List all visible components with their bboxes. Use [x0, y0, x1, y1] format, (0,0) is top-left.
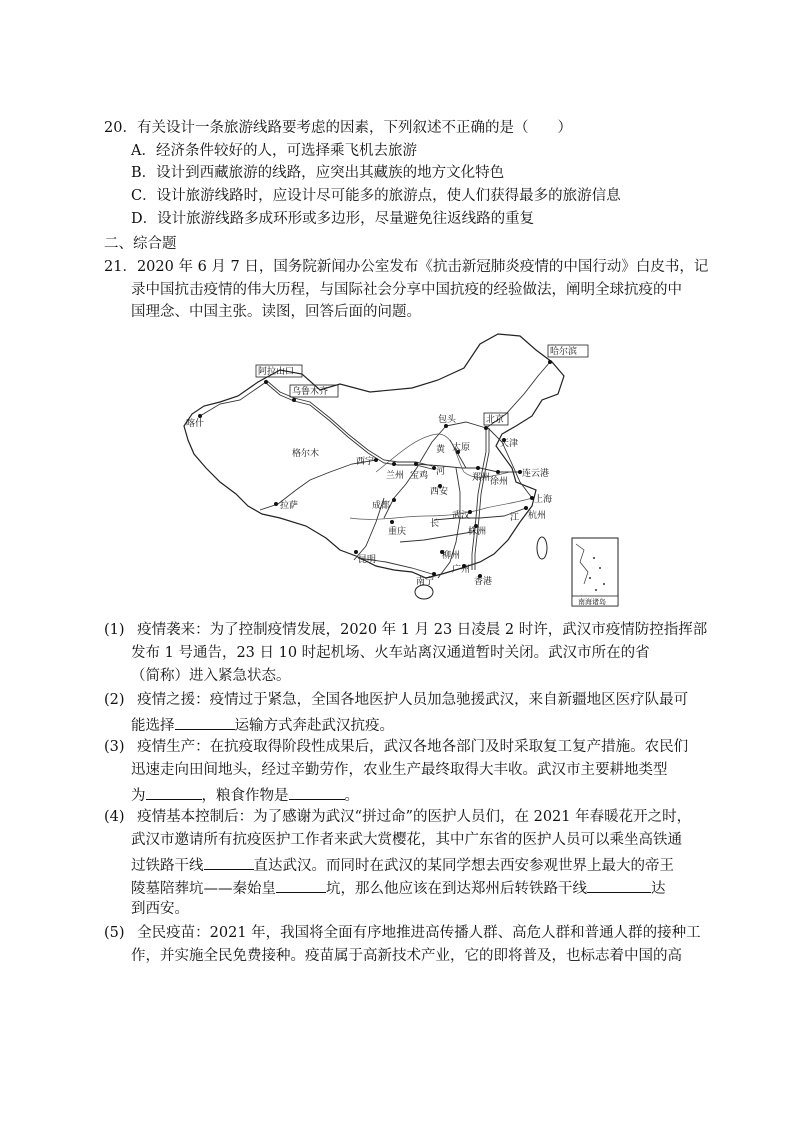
section-title: 二、综合题 [104, 236, 177, 252]
city-dot [354, 550, 358, 554]
city-label: 天津 [500, 439, 519, 449]
sub1-line: 发布 1 号通告，23 日 10 时起机场、火车站离汉通道暂时关闭。武汉市所在的省 [131, 645, 650, 661]
q21-intro-line: 国理念、中国主张。读图，回答后面的问题。 [131, 304, 421, 320]
sub4-text: 直达武汉。而同时在武汉的某同学想去西安参观世界上最大的帝王 [253, 858, 674, 874]
city-label: 连云港 [522, 469, 550, 479]
sub4-text: 陵墓陪葬坑——秦始皇 [131, 881, 276, 897]
railway-jingguang-2 [475, 428, 489, 570]
answer-blank[interactable] [204, 853, 254, 870]
sub2-line [131, 713, 394, 736]
sub5-label: (5) [104, 925, 125, 941]
q20-option-c: C．设计旅游线路时，应设计尽可能多的旅游点，使人们获得最多的旅游信息 [131, 188, 621, 204]
sub3-text: 为 [131, 788, 146, 804]
railway-xiangqian [400, 532, 472, 542]
city-dot [484, 426, 488, 430]
sub3-line: 迅速走向田间地头，经过辛勤劳作，农业生产最终取得大丰收。武汉市主要耕地类型 [131, 762, 668, 778]
sub1-line: 疫情袭来：为了控制疫情发展，2020 年 1 月 23 日凌晨 2 时许，武汉市疫情防控指挥部 [137, 622, 708, 638]
sub4-line: 武汉市邀请所有抗疫医护工作者来武大赏樱花，其中广东省的医护人员可以乘坐高铁通 [131, 832, 682, 848]
sub1-label: (1) [104, 622, 125, 638]
sub3-text: ，粮食作物是 [201, 788, 289, 804]
city-label: 哈尔滨 [550, 347, 578, 357]
answer-blank[interactable] [276, 876, 326, 893]
city-label: 北京 [486, 415, 505, 425]
sub4-text: 过铁路干线 [131, 858, 204, 874]
river-label: 江 [510, 513, 520, 523]
city-dot [432, 572, 436, 576]
city-label: 兰州 [386, 471, 405, 481]
sub3-line: 疫情生产：在抗疫取得阶段性成果后，武汉各地各部门及时采取复工复产措施。农民们 [137, 739, 689, 755]
answer-blank[interactable] [289, 783, 345, 800]
city-label: 昆明 [358, 555, 377, 565]
city-label: 乌鲁木齐 [292, 387, 329, 397]
city-label: 包头 [438, 415, 457, 425]
sub5-line: 作，并实施全民免费接种。疫苗属于高新技术产业，它的即将普及，也标志着中国的高 [131, 948, 682, 964]
river-label: 长 [430, 519, 440, 529]
city-dot [414, 462, 418, 466]
south-china-sea-inset [572, 538, 618, 606]
sub2-text: 运输方式奔赴武汉抗疫。 [234, 718, 394, 734]
sub5 [104, 923, 701, 943]
sub2-text: 能选择 [131, 718, 175, 734]
city-label: 西安 [430, 487, 449, 497]
hainan-island [415, 585, 433, 599]
railway-jingbao [420, 422, 486, 462]
city-label: 杭州 [528, 511, 547, 521]
sub5-line: 全民疫苗：2021 年，我国将全面有序地推进高传播人群、高危人群和普通人群的接种工 [137, 925, 701, 941]
sub3 [104, 737, 688, 757]
inset-label: 南海诸岛 [578, 598, 606, 606]
city-label: 重庆 [388, 527, 407, 537]
china-railway-map [180, 322, 620, 610]
answer-blank[interactable] [175, 713, 235, 730]
q20-option-a: A．经济条件较好的人，可选择乘飞机去旅游 [131, 143, 417, 159]
city-label: 拉萨 [280, 501, 299, 511]
city-dot [274, 502, 278, 506]
sub4-line [131, 876, 666, 899]
q21-intro-line: 录中国抗击疫情的伟大历程，与国际社会分享中国抗疫的经验做法，阐明全球抗疫的中 [131, 282, 682, 298]
city-label: 宝鸡 [410, 471, 429, 481]
sub3-line [131, 783, 359, 806]
q20-option-d: D．设计旅游线路多成环形或多边形，尽量避免往返线路的重复 [131, 211, 535, 227]
answer-blank[interactable] [587, 876, 651, 893]
city-label: 柳州 [442, 551, 461, 561]
city-label: 徐州 [490, 477, 509, 487]
city-dot [476, 466, 480, 470]
answer-blank[interactable] [146, 783, 202, 800]
city-dot [374, 458, 378, 462]
sub4-text: 坑，那么他应该在到达郑州后转铁路干线 [326, 881, 587, 897]
sub2-label: (2) [104, 692, 125, 708]
railway-qingzang [260, 460, 376, 510]
city-dot [392, 498, 396, 502]
railway-jingguang [472, 428, 486, 570]
city-label: 阿拉山口 [258, 367, 295, 377]
sub2-line: 疫情之援：疫情过于紧急，全国各地医护人员加急驰援武汉，来自新疆地区医疗队最可 [137, 692, 689, 708]
sub1 [104, 620, 707, 640]
city-label: 上海 [534, 495, 553, 505]
sub4-label: (4) [104, 809, 125, 825]
sub4-line: 到西安。 [131, 901, 189, 917]
city-dot [496, 470, 500, 474]
city-dot [524, 506, 528, 510]
city-label: 南宁 [416, 577, 435, 587]
taiwan-island [537, 537, 547, 559]
city-label: 西宁 [356, 457, 375, 467]
china-outline [184, 334, 564, 578]
railway-longhai [416, 464, 520, 472]
city-dot [392, 462, 396, 466]
sub1-line: （简称）进入紧急状态。 [131, 668, 291, 684]
city-label: 武汉 [452, 511, 471, 521]
sub4-line: 疫情基本控制后：为了感谢为武汉“拼过命”的医护人员们，在 2021 年春暖花开之时， [137, 809, 692, 825]
sub4-text: 达 [651, 881, 666, 897]
q20-option-b: B．设计到西藏旅游的线路，应突出其藏族的地方文化特色 [131, 165, 505, 181]
city-label: 成都 [372, 501, 391, 511]
q20-stem: 20．有关设计一条旅游线路要考虑的因素，下列叙述不正确的是（ ） [104, 120, 572, 136]
railway-nanjiang [200, 382, 266, 416]
map-svg [180, 322, 620, 610]
sub3-text: 。 [344, 788, 359, 804]
q21-intro-line: 21．2020 年 6 月 7 日，国务院新闻办公室发布《抗击新冠肺炎疫情的中国行动》白皮书，记 [104, 259, 709, 275]
river-label: 黄 [436, 445, 446, 455]
railway-lanxin-2 [266, 383, 432, 469]
city-label: 香港 [474, 577, 493, 587]
city-dot [264, 380, 268, 384]
city-label: 太原 [452, 443, 471, 453]
river-label: 河 [436, 467, 446, 477]
city-label: 广州 [452, 565, 471, 575]
railway-lanxin [266, 380, 432, 466]
sub2 [104, 690, 688, 710]
sub4-line [131, 853, 674, 876]
city-dot [198, 414, 202, 418]
sub3-label: (3) [104, 739, 125, 755]
city-dot [548, 360, 552, 364]
city-label: 格尔木 [292, 449, 320, 459]
city-label: 株洲 [468, 527, 487, 537]
city-label: 郑州 [472, 473, 491, 483]
city-dot [292, 398, 296, 402]
city-label: 喀什 [186, 419, 205, 429]
sub4 [104, 807, 691, 827]
city-dot [390, 520, 394, 524]
